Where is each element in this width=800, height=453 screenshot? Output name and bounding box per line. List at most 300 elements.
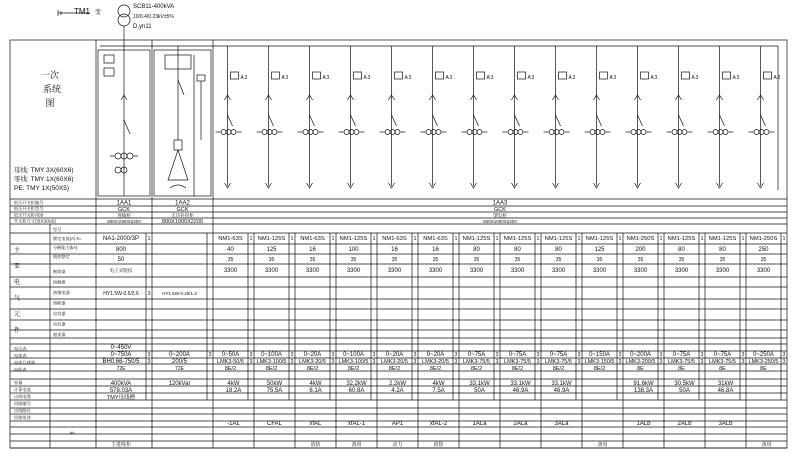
ammeter-icon [682,72,690,79]
feeder-ct: LMK3-250/5 [748,359,779,365]
feeder-setting: 3300 [305,268,320,274]
feeder-ct: LMK3-100/5 [256,359,287,365]
qty-text: 3 [413,352,417,358]
qty-text: 3 [613,75,617,81]
ammeter-icon [436,72,444,79]
feeder-setting: 3300 [469,268,484,274]
qty-text: 3 [208,352,212,358]
qty-text: 3 [777,75,781,81]
qty-text: 3 [244,75,248,81]
transformer-ratio: 10/0.4/0.23kV±5% [133,14,174,20]
feeder-ka: 35 [432,257,439,263]
feeder-rated: 100 [348,247,359,253]
ammeter-icon: A [650,75,654,81]
feeder-capacity: 4kW [432,381,445,387]
feeder-ct: LMK3-200/5 [625,359,656,365]
feeder-circuit [749,46,775,188]
feeder-ct: LMK3-75/5 [463,359,490,365]
feeder-capacity: 31kW [717,381,734,387]
qty-text: 3 [741,359,745,365]
feeder-meter: 8E/2 [470,366,483,372]
row-header: 出线路径 [14,408,31,413]
ct-icon [115,153,121,159]
unit-label: Ah [69,430,75,435]
feeder-rated: 80 [514,247,521,253]
feeder-ammeter: 0~75A [508,352,527,358]
row-header: 接触器 [53,279,66,285]
feeder-ka: 35 [473,257,480,263]
ammeter-icon: A [445,75,449,81]
qty-text: 3 [700,352,704,358]
qty-text: 1 [495,236,499,242]
ammeter-icon [395,72,403,79]
qty-text: 3 [147,359,151,365]
feeder-current: 4.2A [391,388,404,394]
row-header: 低压开关柜用途 [14,212,44,218]
row-header: 回路编号 [14,401,31,406]
diagram-title: 系统 [42,84,62,94]
qty-text: 3 [782,359,786,365]
feeder-setting: 3300 [510,268,525,274]
capacitor-arrester: HY1.5W-0.28/1.3 [162,291,197,296]
diagram-title: 一次 [40,70,60,80]
ct-icon [631,130,636,135]
feeder-breaker: NM1-63S [423,236,448,242]
row-header: 避雷器 [53,332,66,337]
ammeter-icon [723,72,731,79]
feeder-ct: LMK3-75/5 [504,359,531,365]
feeder-ammeter: 0~75A [713,352,732,358]
feeder-circuit-no: 2ALb [677,421,692,427]
feeder-meter: 8E/2 [511,366,524,372]
side-label-char: 件 [13,328,21,334]
feeder-current: 6.1A [309,388,322,394]
feeder-ka: 35 [596,257,603,263]
feeder-use: 消防 [310,442,321,448]
qty-text: 3 [695,75,699,81]
feeder-ammeter: 0~75A [672,352,691,358]
feeder-circuit [708,46,734,188]
row-header: 分断能力(kA) [53,245,78,250]
ammeter-icon [641,72,649,79]
feeder-circuit [585,46,611,188]
side-label-char: 要 [13,264,21,270]
row-header: 低压开关柜编号 [14,200,44,205]
ct-icon [754,130,759,135]
feeder-setting: 3300 [633,268,648,274]
feeder-use: 备用 [597,442,608,448]
feeder-circuit [667,46,693,188]
feeder-circuit-no: xfAL-1 [347,421,366,427]
feeder-breaker: NM1-125S [257,236,286,242]
incomer-rated: 800 [115,247,127,253]
feeder-rated: 125 [594,247,605,253]
feeder-setting: 3300 [264,268,279,274]
feeder-meter: 8E/2 [429,366,442,372]
side-label-char: 元 [13,312,21,318]
ammeter-icon: A [609,75,613,81]
feeder-current: 46.9A [553,388,570,394]
feeder-circuit [503,46,529,188]
feeder-rated: 80 [473,247,480,253]
feeder-circuit-no: 2ALa [513,421,528,427]
qty-text: 1 [413,236,417,242]
feeder-ka: 35 [350,257,357,263]
feeder-ammeter: 0~200A [630,352,651,358]
transformer-label: TM1 [74,7,90,16]
qty-text: 1 [331,236,335,242]
incomer-current: 578.03A [109,388,133,394]
feeder-capacity: 50kW [266,381,283,387]
qty-text: 1 [290,236,294,242]
ammeter-icon [272,72,280,79]
feeder-setting: 3300 [346,268,361,274]
ct-icon [262,130,267,135]
ammeter-icon [231,72,239,79]
row-header: 电抗器 [53,321,66,327]
incomer-breaker: NA1-2000/3P [102,236,140,242]
cabinet-use: 进线柜 [117,213,131,218]
capacitor-capacity: 120kVar [168,381,191,387]
feeder-meter: 8E [760,366,767,372]
feeder-ct: LMK3-20/5 [299,359,326,365]
incomer-use: 主进线柜 [110,442,132,448]
qty-text: 3 [372,352,376,358]
feeder-circuit-no: AP1 [391,421,404,427]
feeder-setting: 3300 [387,268,402,274]
ct-icon [672,130,677,135]
feeder-ka: 35 [309,257,316,263]
feeder-use: 备用 [351,442,362,448]
incomer-capacity: 400kVA [110,381,132,387]
ammeter-icon: A [527,75,531,81]
feeder-ct: LMK3-75/5 [668,359,695,365]
incomer-trip: 电子式脱扣 [109,268,133,273]
cabinet-number: 1AA2 [175,200,190,207]
cabinet-type: GCK [494,207,506,213]
feeder-circuit-no: CFAL [266,421,283,427]
ct-icon [467,130,472,135]
feeder-ammeter: 0~75A [467,352,486,358]
qty-text: 1 [372,236,376,242]
transformer-icon [118,5,130,17]
qty-text: 3 [449,75,453,81]
row-header: 电能表 [14,367,27,372]
ammeter-icon: A [568,75,572,81]
feeder-rated: 125 [266,247,277,253]
busbar-spec: 母线: TMY 3X(60X6) [14,167,74,174]
capacitor-ct: 200/5 [171,359,188,365]
qty-text: 3 [659,352,663,358]
feeder-breaker: NM1-125S [667,236,696,242]
qty-text: 3 [454,352,458,358]
qty-text: 1 [454,236,458,242]
qty-text: 1 [782,236,786,242]
ammeter-icon [518,72,526,79]
row-header: 额定电流(A) Ir= [53,236,82,241]
qty-text: 3 [654,75,658,81]
feeder-circuit-no: xfAL-2 [429,421,448,427]
qty-text: 3 [413,359,417,365]
cabinet-type: GCK [176,207,189,213]
qty-text: 3 [659,359,663,365]
feeder-ct: LMK3-100/5 [338,359,369,365]
feeder-rated: 16 [391,247,398,253]
feeder-ammeter: 0~150A [589,352,610,358]
feeder-breaker: NM1-125S [339,236,368,242]
qty-text: 3 [618,359,622,365]
feeder-ka: 35 [391,257,398,263]
incomer-arrester: HY1.5W-0.5/2.6 [103,291,139,297]
incomer-ammeter: 0~750A [110,352,132,358]
incomer-voltmeter: 0~450V [110,345,132,351]
ct-icon [221,130,226,135]
ammeter-icon: A [363,75,367,81]
feeder-rated: 16 [432,247,439,253]
cabinet-size: 600X1000X2200 [483,219,517,224]
qty-text: 1 [536,236,540,242]
feeder-setting: 3300 [674,268,689,274]
feeder-ammeter: 0~75A [549,352,568,358]
ct-icon [344,130,349,135]
feeder-ka: 35 [719,257,726,263]
feeder-use: 动力 [392,442,403,448]
qty-text: 3 [147,291,151,297]
voltmeter-icon [104,55,114,63]
ct-icon [303,130,308,135]
feeder-setting: 3300 [428,268,443,274]
qty-text: 3 [741,352,745,358]
cabinet-size: 800X1000X2200 [162,219,203,225]
row-header: 低压开关柜型号 [14,206,44,212]
row-header: 电流互感器 [14,360,35,365]
feeder-circuit [380,46,406,188]
feeder-meter: 8E/2 [593,366,606,372]
qty-text: 3 [408,75,412,81]
diagram-title: 图 [45,98,55,108]
feeder-meter: 8E/2 [224,366,237,372]
feeder-current: 46.8A [717,388,734,394]
feeder-ammeter: 0~100A [343,352,364,358]
feeder-circuit [421,46,447,188]
row-header: 电容器 [53,311,66,316]
feeder-current: 46.9A [512,388,529,394]
arrester-icon [197,75,205,81]
row-header: 脱扣整定 [53,254,70,259]
qty-text: 3 [331,359,335,365]
ammeter-icon: A [773,75,777,81]
feeder-setting: 3300 [756,268,771,274]
row-header: 出线电缆 [14,394,31,399]
ammeter-icon [313,72,321,79]
neutral-spec: 零线: TMY 1X(60X6) [14,176,74,183]
qty-text: 1 [249,236,253,242]
transformer-group: D,yn11 [133,24,152,30]
feeder-current: 18.2A [225,388,242,394]
feeder-circuit-no: 1ALa [472,421,487,427]
feeder-setting: 3300 [715,268,730,274]
qty-text: 3 [531,75,535,81]
qty-text: 3 [326,75,330,81]
qty-text: 3 [618,352,622,358]
ct-icon [549,130,554,135]
ammeter-icon: A [281,75,285,81]
feeder-ka: 35 [227,257,234,263]
cabinet-use: 馈电柜 [493,213,507,218]
ct-icon [590,130,595,135]
incomer-meter: 72E [116,366,126,372]
feeder-circuit [216,46,242,188]
feeder-setting: 3300 [223,268,238,274]
ammeter-icon: A [404,75,408,81]
feeder-rated: 80 [678,247,685,253]
qty-text: 3 [536,352,540,358]
feeder-capacity: 30.5kW [674,381,695,387]
feeder-ct: LMK3-20/5 [422,359,449,365]
feeder-ct: LMK3-75/5 [709,359,736,365]
qty-text: 3 [249,352,253,358]
qty-text: 3 [736,75,740,81]
row-header: 断路器 [53,269,66,274]
circuit-symbols [58,5,778,196]
row-header: 容量 [14,380,23,385]
feeder-rated: 200 [635,247,646,253]
ammeter-icon [104,68,114,76]
feeder-circuit-no: 3ALb [718,421,733,427]
incomer-breaking: 50 [117,257,125,263]
qty-text: 3 [331,352,335,358]
feeder-ka: 35 [514,257,521,263]
feeder-breaker: NM1-125S [585,236,614,242]
feeder-rated: 80 [719,247,726,253]
feeder-rated: 250 [758,247,769,253]
feeder-capacity: 91.6kW [633,381,654,387]
feeder-current: 50A [474,388,485,394]
qty-text: 1 [700,236,704,242]
qty-text: 3 [290,352,294,358]
capacitor-icon [168,150,188,180]
feeder-setting: 3300 [592,268,607,274]
cabinet-number: 1AA1 [116,200,132,207]
qty-text: 3 [700,359,704,365]
ct-icon [508,130,513,135]
qty-text: 1 [659,236,663,242]
feeder-ammeter: 0~50A [221,352,240,358]
ammeter-icon: A [486,75,490,81]
feeder-ammeter: 0~20A [385,352,404,358]
cabinet-use: 无功补偿柜 [171,213,194,218]
feeder-capacity: 33.1kW [469,381,490,387]
feeder-setting: 3300 [551,268,566,274]
feeder-current: 60.8A [348,388,365,394]
capacitor-meter: 72E [175,366,184,372]
cabinet-size: 800X1000X2200 [107,219,141,224]
ammeter-icon: A [240,75,244,81]
feeder-breaker: NM1-125S [462,236,491,242]
feeder-circuit [462,46,488,188]
qty-text: 3 [572,75,576,81]
feeder-breaker: NM1-63S [218,236,243,242]
feeder-meter: 8E [719,366,726,372]
ammeter-icon [354,72,362,79]
feeder-breaker: NM1-63S [382,236,407,242]
qty-text: 3 [577,359,581,365]
feeder-rated: 80 [555,247,562,253]
feeder-breaker: NM1-250S [626,236,655,242]
feeder-ka: 35 [760,257,767,263]
feeder-ka: 35 [637,257,644,263]
incomer-ct: BH0.66-750/5 [102,359,140,365]
qty-text: 3 [285,75,289,81]
feeder-circuit-no: xfAL [309,421,322,427]
feeder-capacity: 33.1kW [510,381,531,387]
cabinet-number: 1AA3 [492,200,508,207]
row-header: 计算电流 [14,387,31,392]
feeder-circuit [626,46,652,188]
qty-text: 3 [249,359,253,365]
row-header: 电压表 [14,346,27,351]
feeder-ammeter: 0~250A [753,352,774,358]
feeder-circuit [339,46,365,188]
qty-text: 3 [495,352,499,358]
feeder-capacity: 32.2kW [346,381,367,387]
capacitor-ammeter: 0~200A [169,352,190,358]
row-header: 熔断器 [53,300,66,306]
feeder-meter: 8E/2 [306,366,319,372]
feeder-ct: LMK3-50/5 [217,359,244,365]
qty-text: 3 [782,352,786,358]
feeder-circuit-no: -1AL [227,421,240,427]
feeder-use: 消防 [433,442,444,448]
cabinet-type: GCK [118,207,130,213]
feeder-meter: 8E [678,366,685,372]
feeder-ct: LMK3-20/5 [381,359,408,365]
feeder-circuit [257,46,283,188]
feeder-circuit [298,46,324,188]
feeder-circuit-no: 1ALb [636,421,651,427]
qty-text: 3 [367,75,371,81]
ct-icon [713,130,718,135]
qty-text: 1 [741,236,745,242]
feeder-ct: LMK3-150/5 [584,359,615,365]
ammeter-icon: A [322,75,326,81]
feeder-current: 50A [679,388,690,394]
feeder-ammeter: 0~100A [261,352,282,358]
feeder-meter: 8E/2 [347,366,360,372]
feeder-circuit [544,46,570,188]
feeder-current: 138.3A [633,388,654,394]
qty-text: 3 [454,359,458,365]
qty-text: 1 [618,236,622,242]
feeder-circuit-no: 3ALa [554,421,569,427]
qty-text: 3 [372,359,376,365]
feeder-meter: 8E/2 [265,366,278,372]
feeder-meter: 8E/2 [552,366,565,372]
side-label-char: 主 [13,248,21,254]
feeder-rated: 16 [309,247,316,253]
feeder-current: 7.5A [432,388,445,394]
feeder-capacity: 4kW [227,381,240,387]
incomer-cable: TMY母线槽 [106,395,136,401]
qty-text: 3 [495,359,499,365]
qty-text: 3 [147,352,151,358]
transformer-model: SCB11-400kVA [133,4,175,10]
ammeter-icon [600,72,608,79]
feeder-ammeter: 0~20A [303,352,322,358]
feeder-rated: 40 [227,247,234,253]
feeder-current: 75.5A [266,388,283,394]
row-header: 回路用途 [14,415,31,420]
